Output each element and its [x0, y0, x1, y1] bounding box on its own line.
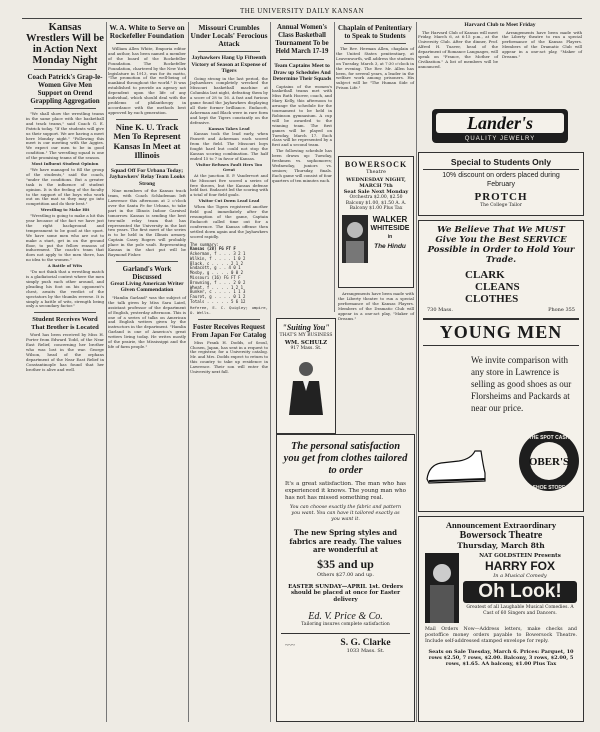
- article-japan: Miss Frank H. Dodds, of Seoul, Chosen, Japan, has sent in a request to the registrar, for a University catalog. Mr. and Mrs. Dodds expect to return to this country to take up residence in Lawrence. Their son will enter the University next fall.: [190, 339, 268, 375]
- article-wrestlers: "We shall show the wrestling teams in the same place with the basketball and track teams," said Coach G. E. Patrick today. "If the students will give us their support. We are having a meet here Monday night." "Following this meet is our meeting with the Aggies. We expect our men to be in good condition." The wrestling squad is one of the promising teams of the season. Most Influent Student Opinion "We have managed to fill the group of the students," said the coach, "under the conditions. But a greater task is the influence of student opinion. It is the feeling of the faculty to the support of the boys who work out on the mat so they may go into competition and do their best." Wrestling to Make Hit "Wrestling is going to make a hit this year because of the fact we have just the right background and temperament to be good at the sport. We have some men who are out to make a start, get in on the ground floor, to put the fellow reasons of inducement. The coach's team that does not apply to the men there, has no idea to the women." A Battle of Wits "Do not think that a wrestling match is a gladiatorial contest where the men simply push each other around, and pleading his foot on his opponent's chest, awaits the verdict of the spectators by the thumbs reverse. It is simply a battle of wits, strength being only a secondary factor.": [26, 111, 104, 309]
- deck-womens-basketball: Team Captains Meet to Draw up Schedules And Determine Their Squads: [272, 63, 332, 82]
- headline-missouri: Missouri Crumbles Under Locals' Ferocious Attack: [190, 23, 268, 48]
- box-score-row: Wilkin, f . . . . 1 0 2: [190, 255, 246, 261]
- ober-ad: We Believe That We MUST Give You the Best SERVICE Possible in Order to Hold Your Trade. CLARK CLEANS CLOTHES 730 Mass. Phone 355 YOUNG MEN We invite comparison with any store in Lawrence is selling as good shoes as our Florsheims and Packards at near our price. OBER'S THE SPOT CASH SHOE STORE: [418, 220, 584, 512]
- deck-missouri: Jayhawkers Hang Up Fifteenth Victory of Season at Expense of Tigers: [191, 55, 267, 74]
- column-6-top: [418, 22, 582, 104]
- column-5-lower: Arrangements have been made with the Liberty theatre to run a special performance of the Kansas Players. Members of the Dramatic Club will appear in a one-act play, "Maker of Dreams.": [338, 291, 414, 321]
- harry-fox-portrait: [425, 553, 459, 623]
- young-men-title: YOUNG MEN: [439, 321, 563, 342]
- deck-wrestlers: Coach Patrick's Grap-le-Women Give Men Support on Orend Grappling Aggregation: [27, 73, 103, 105]
- svg-text:OBER'S: OBER'S: [528, 456, 570, 468]
- column-5: [336, 22, 414, 154]
- column-rule: [416, 22, 417, 722]
- headline-japan: Foster Receives Request From Japan For Catalog: [191, 322, 267, 339]
- article-white: William Allen White, Emporia editor and author, has been named a member of the board of the Rockefeller Foundation. The Rockefeller Foundation, chartered by the New York legislature in 1913, was for its motto, "The promotion of the well-being of mankind throughout the world." It was established to provide an agency not dependent upon the life of any individual, which should deal with the problems of philanthropy in accordance with the methods best approved by each generation.: [108, 46, 186, 115]
- article-student-word: Word has been received by Miss H. Porter from Edward Todd, of the Near East Relief, concerning her brother who was lost in the war. George Wilson, head of the orphans department of the Near East Relief in Constantinople has found that her brother is alive and well.: [26, 332, 104, 372]
- article-garland: "Hamlin Garland" was the subject of the talk given by Miss Sara Laird, assistant professor of the department of English, yesterday afternoon. This is one of a series of talks on American and English writers given by the instructors in the department. "Hamlin Garland is one of America's great writers living today. He writes mostly of the prairie, the Mississippi and the life of farm people.": [108, 294, 186, 349]
- deck-track: Squad Off For Urbana Today; Jayhawkers' Relay Team Looks Strong: [109, 167, 185, 187]
- landers-logo: [418, 106, 582, 146]
- column-3: [190, 22, 268, 722]
- article-missouri: Going strong in the last period, the Jayhawkers completely wrecked the Missouri basketball machine at Columbia last night, defeating them by a score of 28 to 16. A fast and furious game found the Jayhawkers displaying all their former brilliance. Endacott, Ackerman and Black were in rare form and kept the Tigers constantly on the defensive. Kansas Takes Lead Kansas took the lead early, when Fausett and Ackerman each scored from the field. The Missouri boys fought hard but could not stop the Kansas scoring combination. The half ended 15 to 7 in favor of Kansas. Visitor Refuses Fault Hers Too Great At the junction E. P. Vandervort and the Missouri five scored a series of free throws, but the Kansas defense held fast. Endacott led the scoring with a total of four field goals. Visitor Cut Down Lead Lead When the Tigers registered another field goal immediately after the resumption of the game, Captain Endacott called time out for a conference. The Kansas offense then settled down again and the Jayhawkers scored rapidly.: [190, 75, 268, 239]
- box-score: The summary: Kansas (28) FG FT F Ackerman, f . . . 3 2 1 Wilkin, f . . . . 1 0 2 Black, c . . . . 2 1 2 Endacott, g . . 4 0 1 Mosby, g . . . . 0 0 2 Missouri (16) FG FT F Browning, f . . . 2 0 2 Wheat, f . . . . 1 2 1 Bunker, c . . . . 1 1 3 Faurot, g . . . . 0 1 2 Totals . . . . . 5 6 12 Referee, E. C. Quigley; umpire, O. Wells.: [190, 241, 268, 315]
- column-2: [108, 22, 186, 722]
- box-score-row: Missouri (16) FG FT F: [190, 275, 241, 281]
- masthead: THE UNIVERSITY DAILY KANSAN: [22, 4, 582, 19]
- box-score-row: Totals . . . . . 5 6 12: [190, 299, 246, 305]
- column-rule: [334, 22, 335, 312]
- box-score-row: Mosby, g . . . . 0 0 2: [190, 270, 243, 276]
- schulz-ad: "Suiting You" THAT'S MY BUSINESS WM. SCHULZ 917 Mass. St.: [276, 318, 336, 434]
- svg-text:Lander's: Lander's: [466, 113, 534, 133]
- clarke-ad: The personal satisfaction you get from clothes tailored to order It's a great satisfaction. The man who has experienced it knows. The young man who has not has missed something real. You can choose exactly the fabric and pattern you want. You can have it tailored exactly as you want it. The new Spring styles and fabrics are ready. The values are wonderful at $35 and up Others $27.00 and up. EASTER SUNDAY—APRIL 1st. Orders should be placed at once for Easter delivery Ed. V. Price & Co. Tailoring insures complete satisfaction ~~~ S. G. Clarke 1033 Mass. St.: [276, 434, 415, 722]
- deck-garland: Great Living American Writer Given Commendation: [110, 280, 184, 294]
- headline-womens-basketball: Annual Women's Class Basketball Tournament To be Held March 17-19: [275, 24, 329, 55]
- signature-mark: ~~~: [285, 643, 295, 650]
- column-rule: [106, 22, 107, 722]
- headline-track: Nine K. U. Track Men To Represent Kansas In Meet at Illinois: [113, 121, 181, 161]
- suit-illustration: [277, 355, 335, 425]
- walker-whiteside-title: WALKER WHITESIDE in The Hindu: [370, 214, 410, 250]
- column-rule: [188, 22, 189, 722]
- headline-student-word: Student Receives Word That Brother is Located: [31, 316, 99, 331]
- column-1: [26, 22, 104, 722]
- headline-white: W. A. White to Serve on Rockefeller Foundation: [109, 23, 185, 40]
- box-score-row: Ackerman, f . . . 3 2 1: [190, 251, 246, 257]
- spot-cash-badge: THE SPOT CASH SHOE STORE: [528, 435, 570, 491]
- svg-text:QUALITY JEWELRY: QUALITY JEWELRY: [464, 136, 536, 142]
- clark-logo: CLARK CLEANS CLOTHES: [465, 269, 520, 305]
- box-score-row: Wheat, f . . . . 1 2 1: [190, 284, 243, 290]
- box-score-row: Faurot, g . . . . 0 1 2: [190, 294, 246, 300]
- column-4: [272, 22, 332, 314]
- headline-harvard: Harvard Club to Meet Friday: [464, 22, 536, 28]
- box-score-row: Bunker, c . . . . 1 1 3: [190, 289, 246, 295]
- article-chaplain: The Rev. Herman Allen, chaplain of the United States penitentiary, at Leavenworth, will address the students on Tuesday, March 3, at 7:30 o'clock in the evening. The Rev. Mr. Allen has been, for several years, a leader in the welfare work among prisoners. His subject will be "The Human Side of Prison Life.": [336, 46, 414, 91]
- actor-portrait: [342, 215, 368, 263]
- headline-wrestlers: Kansas Wrestlers Will be in Action Next Monday Night: [26, 22, 104, 66]
- oh-look-title: Oh Look!: [463, 581, 577, 603]
- article-track: Nine members of the Kansas track team, with Coach Schlademan left Lawrence this afternoon at 2 o'clock over the Santa Fe for Urbana, to take part in the Illinois Indoor Carnival tomorrow. Kansas is sending the best two-mile relay team that has represented the University in the last two years. The first meet of the series is to be held in the Illinois armory. Captain Casey Rogers will probably place in the pole vault. Representing Kansas in the shot put will be Raymond Fisher.: [108, 188, 186, 257]
- article-harvard: The Harvard Club of Kansas will meet Friday, March 6, at 6:15 p.m., at the University Club. After the dinner, Prof. Alfred H. Tuaver, head of the department of Romance Languages, will speak on "France, the Mother of Civilization." A list of members will be announced. Arrangements have been made with the Liberty theatre to run a special performance of the Kansas Players. Members of the Dramatic Club will appear in a one-act play, "Maker of Dreams.": [418, 29, 582, 69]
- headline-garland: Garland's Work Discussed: [122, 264, 172, 281]
- article-womens-basketball: Captains of the women's basketball teams met with Miss Ruth Hoover, coach, and Mary Kelly, this afternoon to arrange the schedule for the tournament to be held in Robinson gymnasium. A cup will be awarded to the winning team. The first games will be played on Tuesday, March 17. Each class will be represented by a first and a second team. The following schedule has been drawn up: Tuesday, freshmen vs. sophomores; Wednesday, juniors vs. seniors; Thursday, finals. Each game will consist of four quarters of ten minutes each.: [272, 83, 332, 183]
- box-score-row: Endacott, g . . 4 0 1: [190, 265, 241, 271]
- column-rule: [270, 22, 271, 722]
- bowersock-ad: Announcement Extraordinary Bowersock Theatre Thursday, March 8th NAT GOLDSTEIN Presents HARRY FOX In a Musical Comedy Oh Look! Greatest of all Laughable Musical Comedies. A Cast of 60 Singers and Dancers. Mail Orders Now—Address letters, make checks and postoffice money orders payable to Bowersock Theatre. Include self-addressed stamped envelope for reply. Seats on Sale Tuesday, March 6. Prices: Parquet, 10 rows $2.50, 7 rows, $2.00. Balcony, 3 rows, $2.00, 5 rows, $1.65. AA balcony, $1.00 Plus Tax: [418, 516, 584, 722]
- headline-chaplain: Chaplain of Penitentiary to Speak to Students: [338, 24, 412, 40]
- landers-ad: [418, 106, 582, 146]
- box-score-row: Browning, f . . . 2 0 2: [190, 279, 246, 285]
- box-score-row: Black, c . . . . 2 1 2: [190, 260, 243, 266]
- price-signature: Ed. V. Price & Co.: [308, 611, 383, 623]
- theatre-ad: BOWERSOCK Theatre WEDNESDAY NIGHT, MARCH 7th Seat Sale Next Monday Orchestra $2.00, $2.50 Balcony $1.00, $1.50 A. A. Balcony $1.00 Plus Tax WALKER WHITESIDE in The Hindu: [338, 156, 414, 288]
- protch-ad: Special to Students Only 10% discount on orders placed during February PROTCH The College Tailor: [418, 152, 584, 216]
